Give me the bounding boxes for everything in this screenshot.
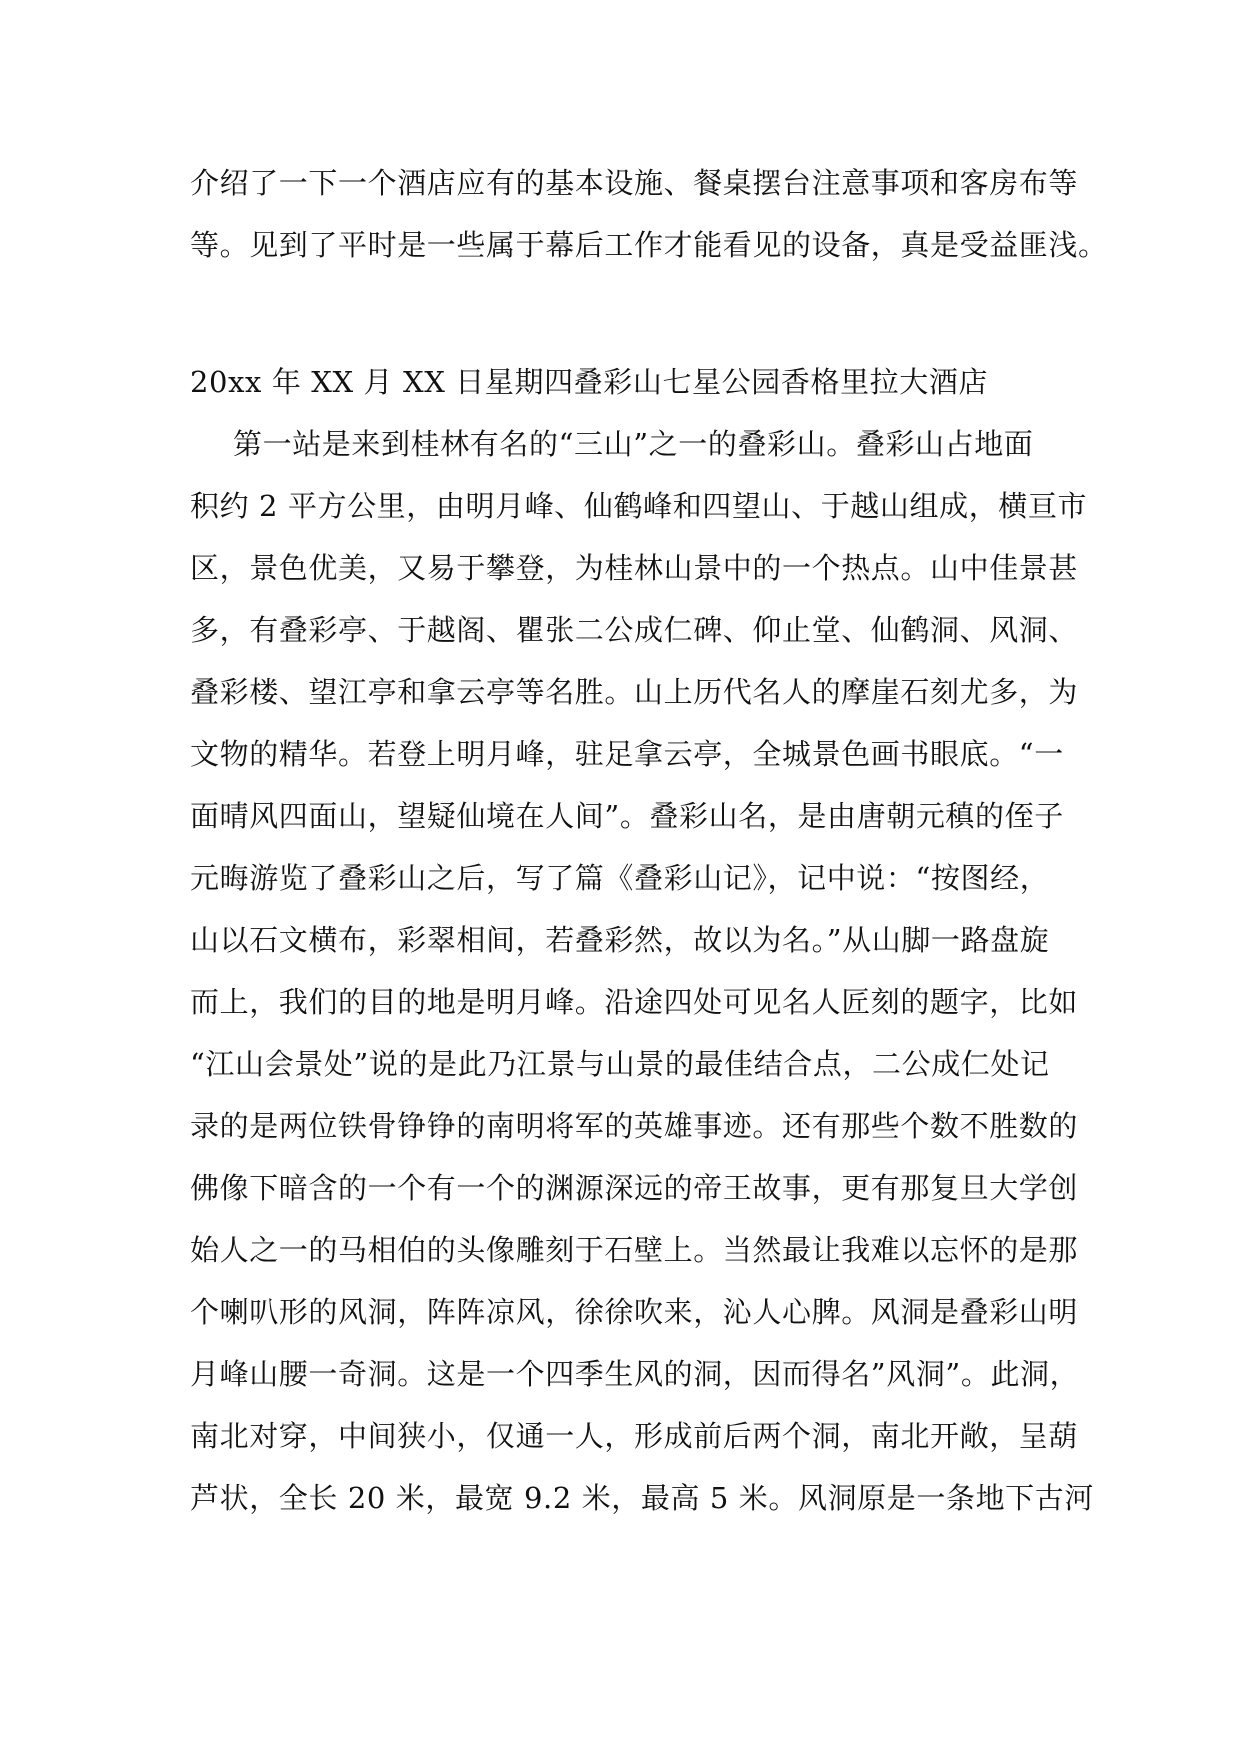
paragraph-line: “江山会景处”说的是此乃江景与山景的最佳结合点，二公成仁处记: [190, 1047, 1050, 1081]
paragraph-line: 芦状，全长 20 米，最宽 9.2 米，最高 5 米。风洞原是一条地下古河: [190, 1481, 1094, 1515]
paragraph-line: 文物的精华。若登上明月峰，驻足拿云亭，全城景色画书眼底。“一: [190, 737, 1064, 771]
paragraph-line: 介绍了一下一个酒店应有的基本设施、餐桌摆台注意事项和客房布等: [190, 166, 1079, 200]
paragraph-line: 山以石文横布，彩翠相间，若叠彩然，故以为名。”从山脚一路盘旋: [190, 923, 1050, 957]
paragraph-line: 叠彩楼、望江亭和拿云亭等名胜。山上历代名人的摩崖石刻尤多，为: [190, 675, 1079, 709]
entry-heading-block: [190, 351, 1056, 413]
paragraph-line: 个喇叭形的风洞，阵阵凉风，徐徐吹来，沁人心脾。风洞是叠彩山明: [190, 1295, 1079, 1329]
paragraph-line: 等。见到了平时是一些属于幕后工作才能看见的设备，真是受益匪浅。: [190, 228, 1108, 262]
paragraph-line: 南北对穿，中间狭小，仅通一人，形成前后两个洞，南北开敞，呈葫: [190, 1419, 1079, 1453]
paragraph-line: 始人之一的马相伯的头像雕刻于石壁上。当然最让我难以忘怀的是那: [190, 1233, 1079, 1267]
paragraph-line: 月峰山腰一奇洞。这是一个四季生风的洞，因而得名”风洞”。此洞，: [190, 1357, 1080, 1391]
paragraph-line: 多，有叠彩亭、于越阁、瞿张二公成仁碑、仰止堂、仙鹤洞、风洞、: [190, 613, 1079, 647]
paragraph-line: 面晴风四面山，望疑仙境在人间”。叠彩山名，是由唐朝元稹的侄子: [190, 799, 1064, 833]
paragraph-line: 元晦游览了叠彩山之后，写了篇《叠彩山记》，记中说：“按图经，: [190, 861, 1050, 895]
paragraph-line: 佛像下暗含的一个有一个的渊源深远的帝王故事，更有那复旦大学创: [190, 1171, 1079, 1205]
paragraph-line: 而上，我们的目的地是明月峰。沿途四处可见名人匠刻的题字，比如: [190, 985, 1079, 1019]
entry-body-paragraph: [190, 413, 1094, 1529]
paragraph-line: 第一站是来到桂林有名的“三山”之一的叠彩山。叠彩山占地面: [233, 427, 1034, 461]
paragraph-line: 区，景色优美，又易于攀登，为桂林山景中的一个热点。山中佳景甚: [190, 551, 1079, 585]
paragraph-line: 积约 2 平方公里，由明月峰、仙鹤峰和四望山、于越山组成，横亘市: [190, 489, 1088, 523]
entry-heading: 20xx 年 XX 月 XX 日星期四叠彩山七星公园香格里拉大酒店: [190, 365, 989, 399]
intro-paragraph: [190, 152, 1108, 276]
paragraph-line: 录的是两位铁骨铮铮的南明将军的英雄事迹。还有那些个数不胜数的: [190, 1109, 1079, 1143]
